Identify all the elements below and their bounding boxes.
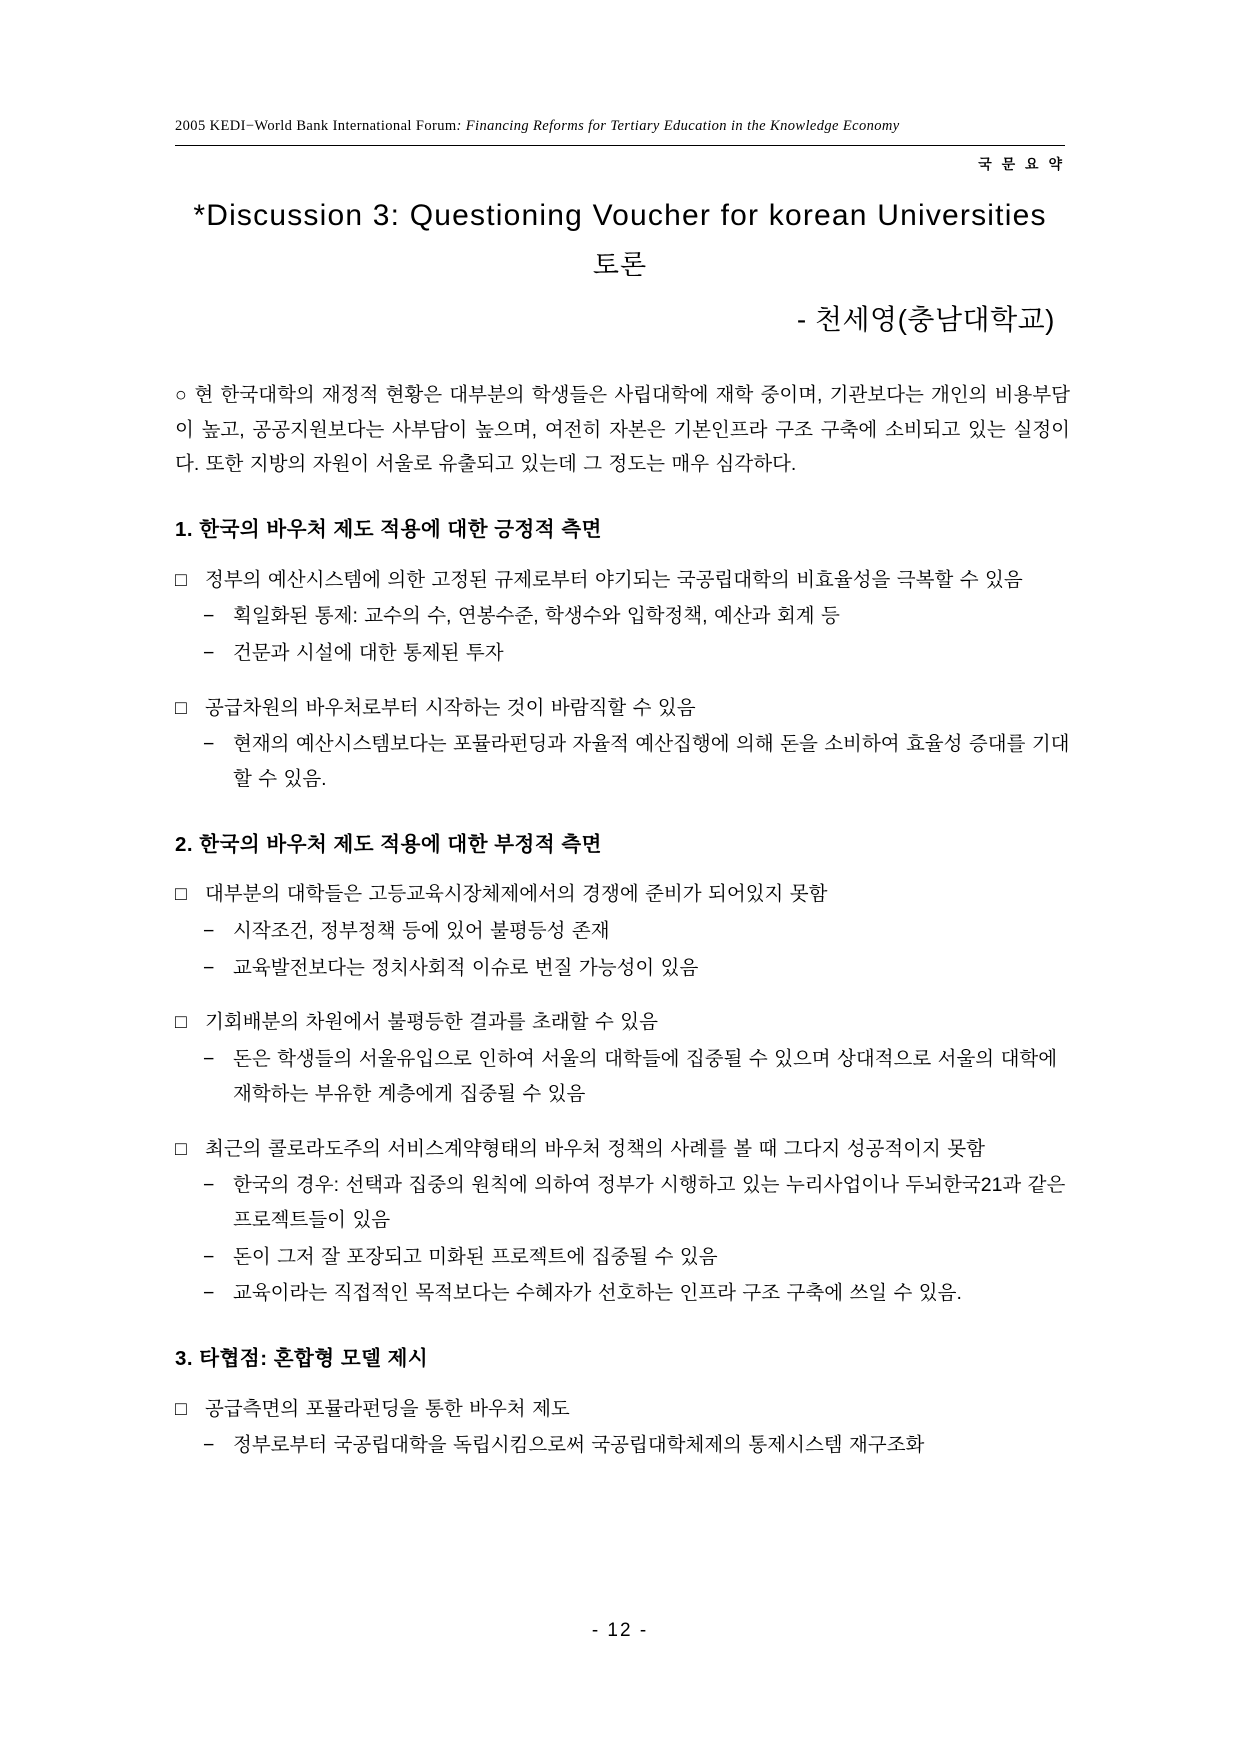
list-item [175, 877, 1070, 912]
list-item [175, 951, 1070, 986]
dash-marker-icon: − [203, 642, 215, 664]
running-head [175, 118, 1065, 135]
list-item-text: 공급차원의 바우처로부터 시작하는 것이 바람직할 수 있음 [205, 696, 696, 719]
dash-marker-icon: − [203, 733, 215, 756]
square-marker-icon: □ [175, 883, 187, 906]
list-item-text: 정부의 예산시스템에 의한 고정된 규제로부터 야기되는 국공립대학의 비효율성을 극복할 수 있음 [205, 568, 1023, 591]
author-line: - 천세영(충남대학교) [796, 303, 1055, 335]
bullet-group [175, 1005, 1070, 1111]
list-item [175, 691, 1070, 726]
section-heading-2: 2. 한국의 바우처 제도 적용에 대한 부정적 측면 [175, 832, 602, 856]
list-item [175, 1168, 1070, 1237]
bullet-group [175, 877, 1070, 985]
intro-text: 현 한국대학의 재정적 현황은 대부분의 학생들은 사립대학에 재학 중이며, 기관보다는 개인의 비용부담이 높고, 공공지원보다는 사부담이 높으며, 여전히 자본은 기본인프라 구조 구축에 소비되고 있는 실정이다. 또한 지방의 자원이 서울로 유출되고 있는데 그 정도는 매우 심각하다. [175, 384, 1071, 476]
list-item [175, 636, 1070, 671]
circle-marker-icon: ○ [175, 384, 188, 406]
bullet-group [175, 563, 1070, 671]
list-item-text: 공급측면의 포뮬라펀딩을 통한 바우처 제도 [205, 1397, 570, 1420]
list-item [175, 1005, 1070, 1040]
list-item [175, 599, 1070, 634]
dash-marker-icon: − [203, 1048, 215, 1071]
list-item [175, 1042, 1070, 1111]
list-item [175, 1392, 1070, 1427]
list-item [175, 1276, 1070, 1311]
bullet-group [175, 1392, 1070, 1463]
running-head-italic: : Financing Reforms for Tertiary Education in the Knowledge Economy [456, 118, 900, 134]
list-item [175, 1428, 1070, 1463]
list-item-text: 현재의 예산시스템보다는 포뮬라펀딩과 자율적 예산집행에 의해 돈을 소비하여 효율성 증대를 기대할 수 있음. [233, 733, 1070, 791]
square-marker-icon: □ [175, 1397, 187, 1420]
list-item-text: 최근의 콜로라도주의 서비스계약형태의 바우처 정책의 사례를 볼 때 그다지 성공적이지 못함 [205, 1137, 985, 1160]
page-number: - 12 - [591, 1620, 649, 1641]
page-subtitle: 토론 [592, 249, 648, 280]
section-tag: 국 문 요 약 [978, 156, 1065, 172]
list-item-text: 대부분의 대학들은 고등교육시장체제에서의 경쟁에 준비가 되어있지 못함 [205, 883, 828, 906]
section-heading-3: 3. 타협점: 혼합형 모델 제시 [175, 1347, 429, 1371]
list-item-text: 기회배분의 차원에서 불평등한 결과를 초래할 수 있음 [205, 1011, 658, 1034]
square-marker-icon: □ [175, 1137, 187, 1160]
dash-marker-icon: − [203, 1434, 215, 1457]
bullet-group [175, 1132, 1070, 1312]
list-item-text: 정부로부터 국공립대학을 독립시킴으로써 국공립대학체제의 통제시스템 재구조화 [233, 1434, 925, 1457]
list-item [175, 563, 1070, 598]
list-item [175, 727, 1070, 796]
list-item-text: 교육이라는 직접적인 목적보다는 수혜자가 선호하는 인프라 구조 구축에 쓰일 수 있음. [233, 1282, 962, 1305]
title-block [175, 196, 1065, 338]
dash-marker-icon: − [203, 1245, 215, 1268]
square-marker-icon: □ [175, 696, 187, 719]
list-item-text: 획일화된 통제: 교수의 수, 연봉수준, 학생수와 입학정책, 예산과 회계 등 [233, 605, 840, 628]
square-marker-icon: □ [175, 568, 187, 591]
list-item-text: 돈은 학생들의 서울유입으로 인하여 서울의 대학들에 집중될 수 있으며 상대적으로 서울의 대학에 재학하는 부유한 계층에게 집중될 수 있음 [233, 1048, 1058, 1105]
list-item [175, 1132, 1070, 1167]
running-head-roman: 2005 KEDI−World Bank International Forum [175, 118, 457, 134]
list-item-text: 시작조건, 정부정책 등에 있어 불평등성 존재 [233, 920, 610, 942]
list-item [175, 1240, 1070, 1275]
dash-marker-icon: − [203, 956, 215, 979]
list-item-text: 돈이 그저 잘 포장되고 미화된 프로젝트에 집중될 수 있음 [233, 1245, 718, 1268]
list-item [175, 914, 1070, 949]
dash-marker-icon: − [203, 1282, 215, 1305]
list-item-text: 건문과 시설에 대한 통제된 투자 [233, 642, 504, 664]
intro-paragraph [175, 378, 1070, 482]
square-marker-icon: □ [175, 1011, 187, 1034]
dash-marker-icon: − [203, 605, 215, 628]
header-divider [175, 145, 1065, 146]
page-title: *Discussion 3: Questioning Voucher for korean Universities [193, 199, 1047, 232]
list-item-text: 교육발전보다는 정치사회적 이슈로 번질 가능성이 있음 [233, 956, 699, 979]
dash-marker-icon: − [203, 920, 215, 942]
document-body [175, 378, 1070, 1465]
list-item-text: 한국의 경우: 선택과 집중의 원칙에 의하여 정부가 시행하고 있는 누리사업이나 두뇌한국21과 같은 프로젝트들이 있음 [233, 1174, 1066, 1231]
section-heading-1: 1. 한국의 바우처 제도 적용에 대한 긍정적 측면 [175, 518, 602, 542]
dash-marker-icon: − [203, 1174, 215, 1197]
bullet-group [175, 691, 1070, 797]
